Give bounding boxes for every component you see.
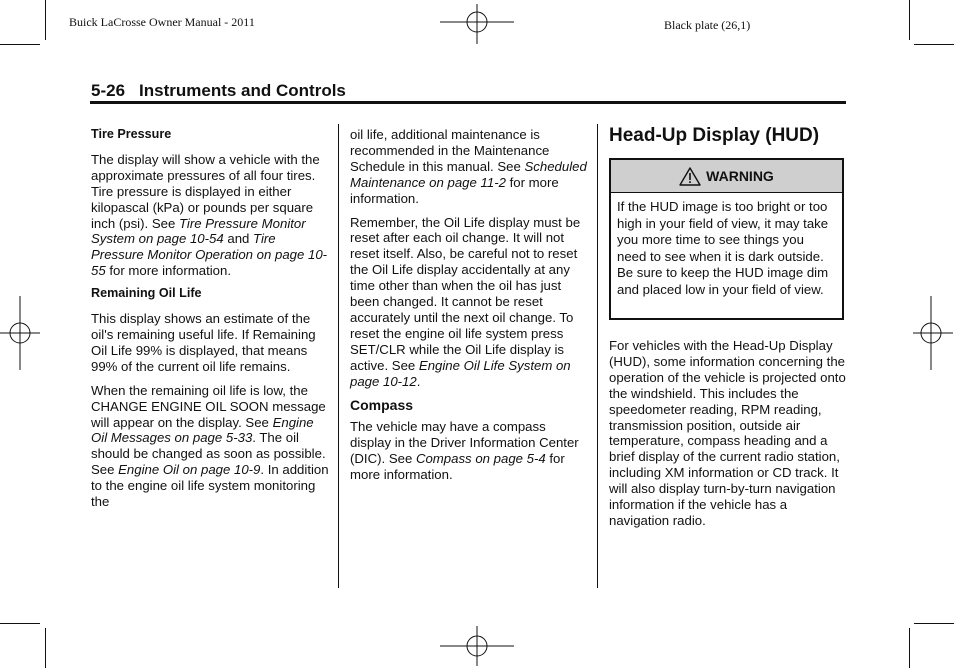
body-text: . The oil should be changed as soon as possible. See — [91, 430, 326, 478]
maintenance-paragraph — [350, 127, 588, 207]
hud-heading: Head-Up Display (HUD) — [609, 125, 820, 146]
body-text: . In addition to the engine oil life system monitoring the — [91, 462, 329, 510]
section-title: Instruments and Controls — [139, 81, 346, 100]
crop-mark — [45, 628, 46, 668]
registration-mark-right — [913, 296, 953, 370]
cross-reference: Engine Oil on page 10-9 — [118, 462, 261, 478]
crop-mark — [0, 623, 40, 624]
body-text: The vehicle may have a compass display in the Driver Information Center (DIC). See — [350, 419, 579, 467]
oil-low-paragraph — [91, 383, 329, 510]
column-divider — [338, 124, 339, 588]
cross-reference: Compass on page 5-4 — [415, 451, 546, 467]
section-rule — [90, 101, 846, 104]
crop-mark — [909, 628, 910, 668]
column-1 — [91, 127, 329, 518]
cross-reference: Scheduled Maintenance on page 11-2 — [350, 158, 587, 190]
body-text: oil life, additional maintenance is recommended in the Maintenance Schedule in this manual. See — [350, 127, 550, 174]
plate-label: Black plate (26,1) — [664, 18, 751, 32]
tire-pressure-paragraph — [91, 152, 329, 279]
oil-life-paragraph: This display shows an estimate of the oil's remaining useful life. If Remaining Oil Life 99% is displayed, that means 99% of the current oil life remains. — [91, 311, 316, 374]
registration-mark-bottom — [440, 626, 514, 666]
registration-mark-top — [440, 4, 514, 44]
warning-header — [611, 160, 842, 193]
cross-reference: Engine Oil Life System on page 10-12 — [350, 357, 571, 389]
warning-text: If the HUD image is too bright or too high in your field of view, it may take you more time to see things you need to see when it is dark outside. Be sure to keep the HUD image dim and placed low in your field of view. — [617, 199, 829, 297]
crop-mark — [45, 0, 46, 40]
body-text: for more information. — [350, 174, 559, 206]
tire-pressure-heading: Tire Pressure — [91, 127, 172, 141]
compass-paragraph — [350, 419, 588, 483]
warning-label: WARNING — [706, 168, 774, 184]
body-text: The display will show a vehicle with the approximate pressures of all four tires. Tire pressure is displayed in either kilopascal (kPa) or pounds per square inch (psi). See — [91, 151, 320, 231]
crop-mark — [914, 44, 954, 45]
manual-title: Buick LaCrosse Owner Manual - 2011 — [69, 15, 255, 29]
crop-mark — [909, 0, 910, 40]
column-2 — [350, 127, 588, 491]
body-text: Remember, the Oil Life display must be reset after each oil change. It will not reset itself. Also, be careful not to reset the Oil Life display accidentally at any time other than when the oil has just been changed. It cannot be reset accurately until the next oil change. To reset the engine oil life system press SET/CLR while the Oil Life display is active. See — [350, 214, 581, 373]
registration-mark-left — [0, 296, 40, 370]
cross-reference: Engine Oil Messages on page 5-33 — [91, 414, 314, 446]
body-text: . — [416, 373, 421, 389]
column-divider — [597, 124, 598, 588]
column-3 — [609, 338, 847, 537]
crop-mark — [914, 623, 954, 624]
compass-heading: Compass — [350, 396, 414, 413]
oil-life-heading: Remaining Oil Life — [91, 286, 202, 301]
section-heading — [91, 81, 346, 101]
crop-mark — [0, 44, 40, 45]
body-text: and — [223, 231, 254, 247]
body-text: When the remaining oil life is low, the CHANGE ENGINE OIL SOON message will appear on the display. See — [91, 382, 326, 430]
cross-reference: Tire Pressure Monitor Operation on page 10-55 — [91, 231, 328, 279]
section-number: 5-26 — [91, 81, 126, 100]
body-text: for more information. — [350, 451, 565, 483]
cross-reference: Tire Pressure Monitor System on page 10-54 — [91, 215, 306, 247]
body-text: for more information. — [105, 263, 231, 279]
hud-paragraph: For vehicles with the Head-Up Display (HUD), some information concerning the operation of the vehicle is projected onto the windshield. This includes the speedometer reading, RPM reading, transmission position, outside air temperature, compass heading and a brief display of the current radio station, including XM information or CD track. It will also display turn-by-turn navigation information if the vehicle has a navigation radio. — [609, 338, 846, 528]
warning-box — [609, 158, 844, 320]
reset-paragraph — [350, 215, 588, 390]
warning-triangle-icon — [679, 167, 701, 186]
